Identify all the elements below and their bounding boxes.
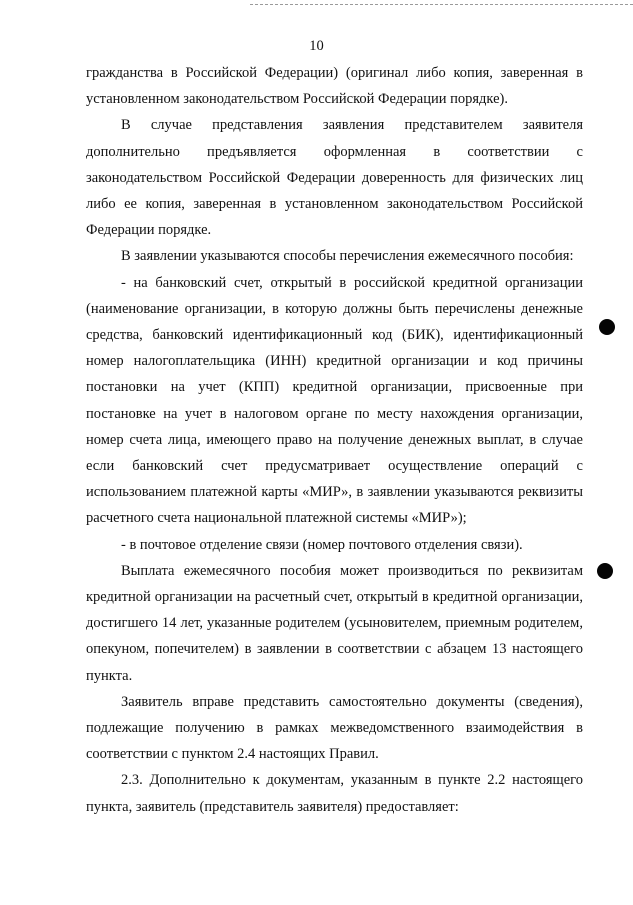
punch-hole-mark <box>597 563 613 579</box>
document-body <box>86 60 583 820</box>
paragraph-representative-power-of-attorney: В случае представления заявления представителем заявителя дополнительно предъявляется оформленная в соответствии с законодательством Российской Федерации доверенность для физических лиц либо ее копия, заверенная в установленном законодательством Российской Федерации порядке. <box>86 117 583 239</box>
paragraph-citizenship-continuation: гражданства в Российской Федерации) (оригинал либо копия, заверенная в установленном законодательством Российской Федерации порядке). <box>86 65 583 108</box>
scan-top-edge-line <box>250 4 633 5</box>
punch-hole-mark <box>599 319 615 335</box>
paragraph-section-2-3: 2.3. Дополнительно к документам, указанным в пункте 2.2 настоящего пункта, заявитель (представитель заявителя) предоставляет: <box>86 772 583 815</box>
paragraph-post-office-method: - в почтовое отделение связи (номер почтового отделения связи). <box>121 536 523 553</box>
paragraph-payment-to-minor-account: Выплата ежемесячного пособия может производиться по реквизитам кредитной организации на расчетный счет, открытый в кредитной организации, достигшего 14 лет, указанные родителем (усыновителем, приемным родителем, опекуном, попечителем) в заявлении в соответствии с абзацем 13 настоящего пункта. <box>86 562 583 684</box>
page-number: 10 <box>309 38 324 54</box>
paragraph-interagency-documents: Заявитель вправе представить самостоятельно документы (сведения), подлежащие получению в рамках межведомственного взаимодействия в соответствии с пунктом 2.4 настоящих Правил. <box>86 693 583 763</box>
paragraph-payment-methods-intro: В заявлении указываются способы перечисления ежемесячного пособия: <box>121 248 574 265</box>
paragraph-bank-account-method: - на банковский счет, открытый в российской кредитной организации (наименование организации, в которую должны быть перечислены денежные средства, банковский идентификационный код (БИК), идентификационный номер налогоплательщика (ИНН) кредитной организации и код причины постановки на учет (КПП) кредитной организации, присвоенные при постановке на учет в налоговом органе по месту нахождения организации, номер счета лица, имеющего право на получение денежных выплат, в случае если банковский счет предусматривает осуществление операций с использованием платежной карты «МИР», в заявлении указываются реквизиты расчетного счета национальной платежной системы «МИР»); <box>86 274 583 527</box>
